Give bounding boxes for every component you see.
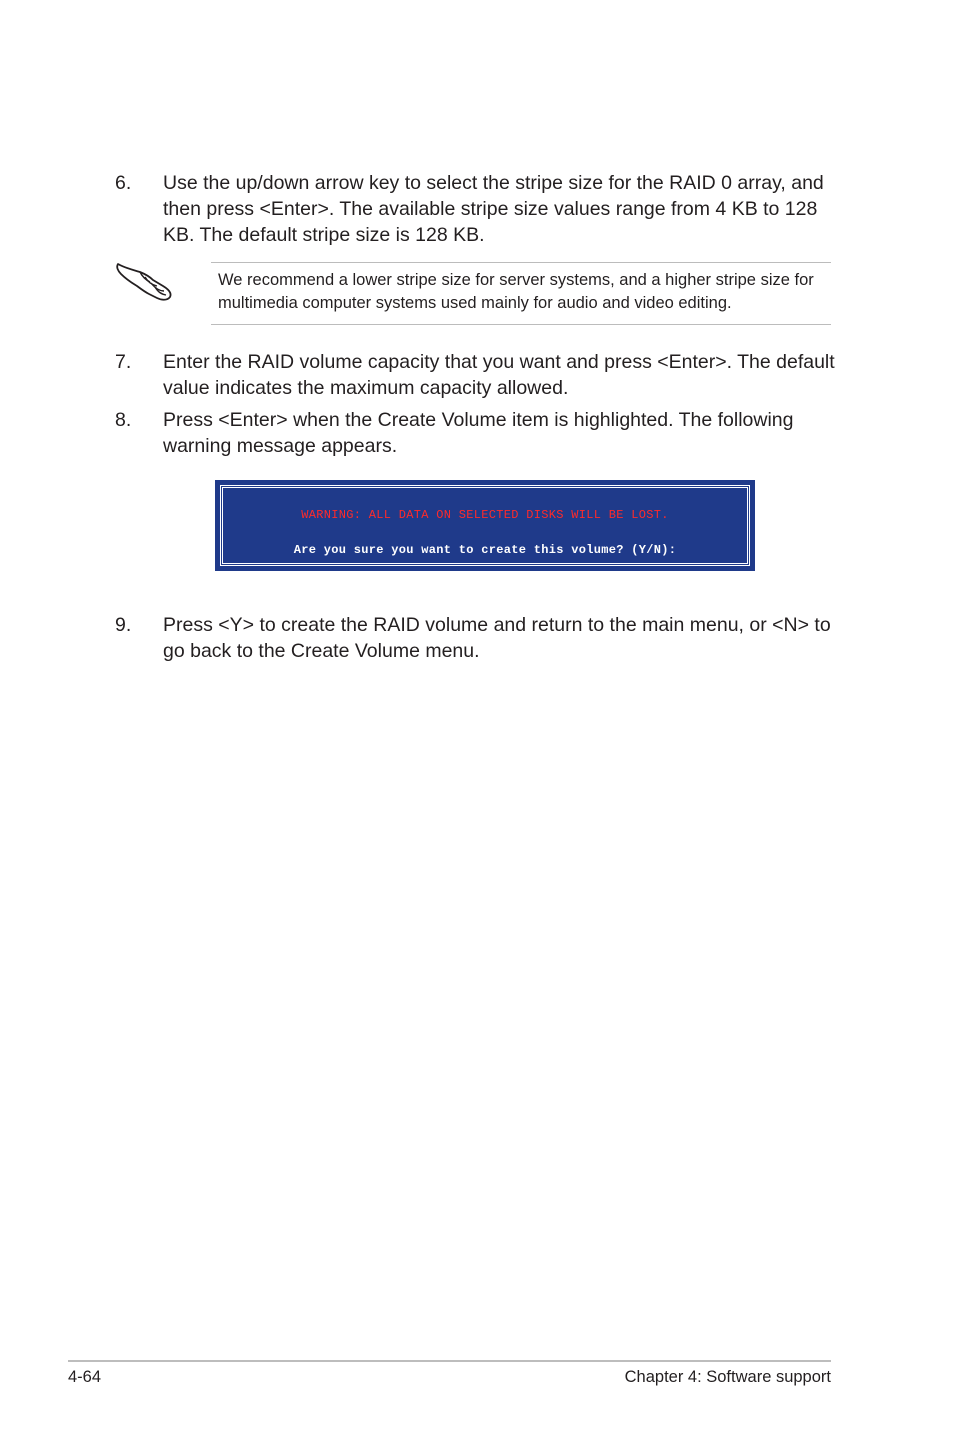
step-number: 6. [115, 172, 132, 194]
footer-divider [68, 1360, 831, 1362]
note-box [211, 262, 831, 325]
step-text: Press <Enter> when the Create Volume item is highlighted. The following warning message appears. [163, 409, 794, 457]
step-number: 9. [115, 614, 132, 636]
step-text: Use the up/down arrow key to select the stripe size for the RAID 0 array, and then press <Enter>. The available stripe size values range from 4 KB to 128 KB. The default stripe size is 128 KB. [163, 172, 824, 246]
warning-message: WARNING: ALL DATA ON SELECTED DISKS WILL BE LOST. [301, 508, 669, 522]
note-text: We recommend a lower stripe size for server systems, and a higher stripe size for multimedia computer systems used mainly for audio and video editing. [218, 271, 814, 312]
step-text: Press <Y> to create the RAID volume and return to the main menu, or <N> to go back to the Create Volume menu. [163, 614, 831, 662]
step-text: Enter the RAID volume capacity that you want and press <Enter>. The default value indicates the maximum capacity allowed. [163, 351, 835, 399]
chapter-title: Chapter 4: Software support [624, 1368, 831, 1386]
confirm-prompt: Are you sure you want to create this volume? (Y/N): [293, 543, 677, 557]
step-number: 7. [115, 351, 132, 373]
dialog-frame [220, 485, 750, 566]
hand-pointing-icon [115, 256, 175, 302]
page-number: 4-64 [68, 1368, 102, 1386]
step-number: 8. [115, 409, 132, 431]
bios-warning-dialog [215, 480, 755, 571]
